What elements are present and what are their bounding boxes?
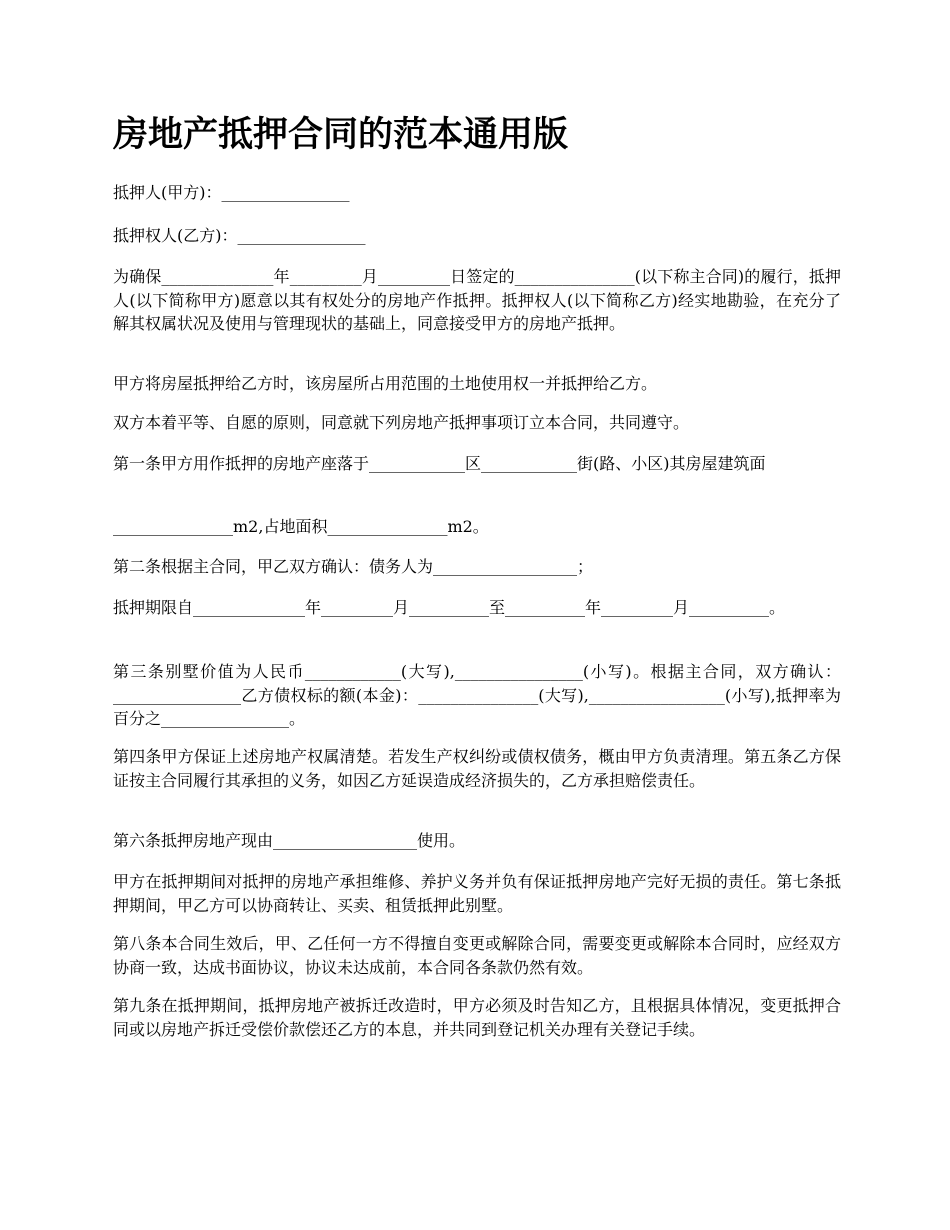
article-9-paragraph: 第九条在抵押期间，抵押房地产被拆迁改造时，甲方必须及时告知乙方，且根据具体情况，变更抵押合同或以房地产拆迁受偿价款偿还乙方的本息，并共同到登记机关办理有关登记手续。 [113, 996, 841, 1039]
article-4-5-paragraph: 第四条甲方保证上述房地产权属清楚。若发生产权纠纷或债权债务，概由甲方负责清理。第五条乙方保证按主合同履行其承担的义务，如因乙方延误造成经济损失的，乙方承担赔偿责任。 [113, 747, 841, 790]
maintenance-paragraph: 甲方在抵押期间对抵押的房地产承担维修、养护义务并负有保证抵押房地产完好无损的责任。第七条抵押期间，甲乙方可以协商转让、买卖、租赁抵押此别墅。 [113, 872, 841, 915]
article-8-paragraph: 第八条本合同生效后，甲、乙任何一方不得擅自变更或解除合同，需要变更或解除本合同时，应经双方协商一致，达成书面协议，协议未达成前，本合同各条款仍然有效。 [113, 934, 841, 977]
article-1-paragraph: 第一条甲方用作抵押的房地产座落于____________区____________街(路、小区)其房屋建筑面 [113, 454, 766, 473]
party-a-line: 抵押人(甲方)：________________ [113, 183, 350, 202]
principle-paragraph: 双方本着平等、自愿的原则，同意就下列房地产抵押事项订立本合同，共同遵守。 [113, 413, 690, 432]
intro-paragraph: 为确保______________年_________月_________日签定的_______________(以下称主合同)的履行，抵押人(以下简称甲方)愿意以其有权处分的房地产作抵押。抵押权人(以下简称乙方)经实地勘验，在充分了解其权属状况及使用与管理现状的基础上，同意接受甲方的房地产抵押。 [113, 267, 841, 333]
party-b-line: 抵押权人(乙方)：________________ [113, 226, 366, 245]
area-line: _______________m2,占地面积_______________m2。 [113, 517, 489, 536]
land-use-paragraph: 甲方将房屋抵押给乙方时，该房屋所占用范围的土地使用权一并抵押给乙方。 [113, 374, 658, 393]
article-3-paragraph: 第三条别墅价值为人民币____________(大写),________________(小写)。根据主合同，双方确认：________________乙方债权标的额(本金)：_______________(大写),_________________(小写),抵押率为百分之________________。 [113, 662, 841, 728]
term-paragraph: 抵押期限自______________年_________月__________至__________年_________月__________。 [113, 598, 786, 617]
article-2-paragraph: 第二条根据主合同，甲乙双方确认：债务人为__________________； [113, 557, 594, 576]
article-6-paragraph: 第六条抵押房地产现由__________________使用。 [113, 831, 466, 850]
document-title: 房地产抵押合同的范本通用版 [113, 114, 569, 155]
